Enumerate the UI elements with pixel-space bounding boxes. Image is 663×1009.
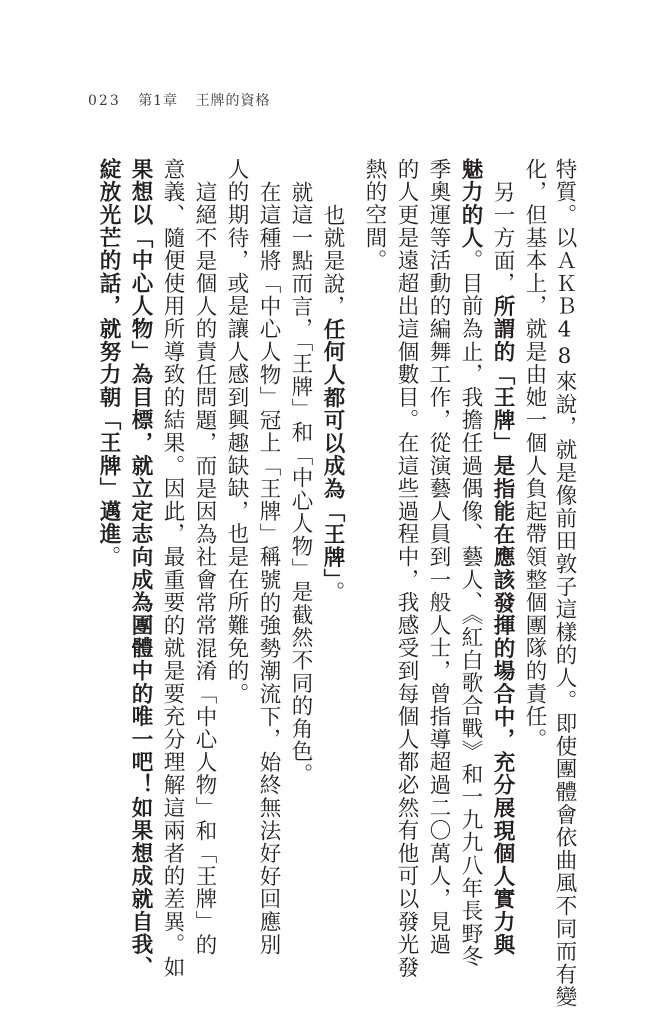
text-column	[488, 181, 516, 956]
chapter-title: 王牌的資格	[195, 93, 271, 109]
text-run: 也就是說，	[320, 204, 345, 318]
text-run: 就這一點而言，「王牌」和「中心人物」是截然不同的角色。	[288, 181, 313, 786]
emphasis-text: 所謂的「王牌」是指能在應該發揮的場合中，充分展現個人實力與	[490, 295, 515, 957]
text-column	[94, 158, 122, 568]
text-run: 。	[96, 545, 121, 569]
text-run: 熱的空間。	[362, 158, 387, 272]
text-column	[424, 158, 452, 956]
text-column	[456, 158, 484, 968]
text-column	[286, 181, 314, 786]
text-run: 化，但基本上，就是由她一個人負起帶領整個團隊的責任。	[522, 158, 547, 751]
text-column	[360, 158, 388, 272]
text-column	[158, 158, 186, 979]
text-column	[520, 158, 548, 751]
text-run: 特質。以ＡＫＢ48來說，就是像前田敦子這樣的人。即使團體會依曲風不同而有變	[552, 158, 577, 1009]
text-run: 季奧運等活動的編舞工作，從演藝人員到一般人士，曾指導超過二〇萬人，見過	[426, 158, 451, 956]
emphasis-text: 綻放光芒的話，就努力朝「王牌」邁進	[96, 158, 121, 546]
text-column	[190, 181, 218, 956]
text-column	[126, 158, 154, 979]
text-run: 另一方面，	[490, 181, 515, 295]
text-run: 的人更是遠超出這個數目。在這些過程中，我感受到每個人都必然有他可以發光發	[394, 158, 419, 979]
text-run: 這絕不是個人的責任問題，而是因為社會常常混淆「中心人物」和「王牌」的	[192, 181, 217, 957]
text-run: 人的期待，或是讓人感到興趣缺缺，也是在所難免的。	[224, 158, 249, 706]
text-column	[222, 158, 250, 705]
text-run: 意義、隨便使用所導致的結果。因此，最重要的就是要充分理解這兩者的差異。如	[160, 158, 185, 979]
emphasis-text: 魅力的人	[458, 158, 483, 250]
page-number: 023	[88, 93, 121, 109]
text-run: 。目前為止，我擔任過偶像、藝人、《紅白歌合戰》和一九九八年長野冬	[458, 249, 483, 969]
text-column	[318, 204, 346, 604]
running-header	[88, 90, 271, 110]
text-column	[392, 158, 420, 979]
emphasis-text: 果想以「中心人物」為目標，就立定志向成為團體中的唯一吧！如果想成就自我、	[128, 158, 153, 979]
emphasis-text: 任何人都可以成為「王牌」	[320, 318, 345, 581]
text-run: 。	[320, 580, 345, 604]
chapter-label: 第1章	[138, 93, 179, 109]
text-column	[550, 158, 578, 1009]
text-column	[254, 181, 282, 956]
text-run: 在這種將「中心人物」冠上「王牌」稱號的強勢潮流下，始終無法好好回應別	[256, 181, 281, 957]
